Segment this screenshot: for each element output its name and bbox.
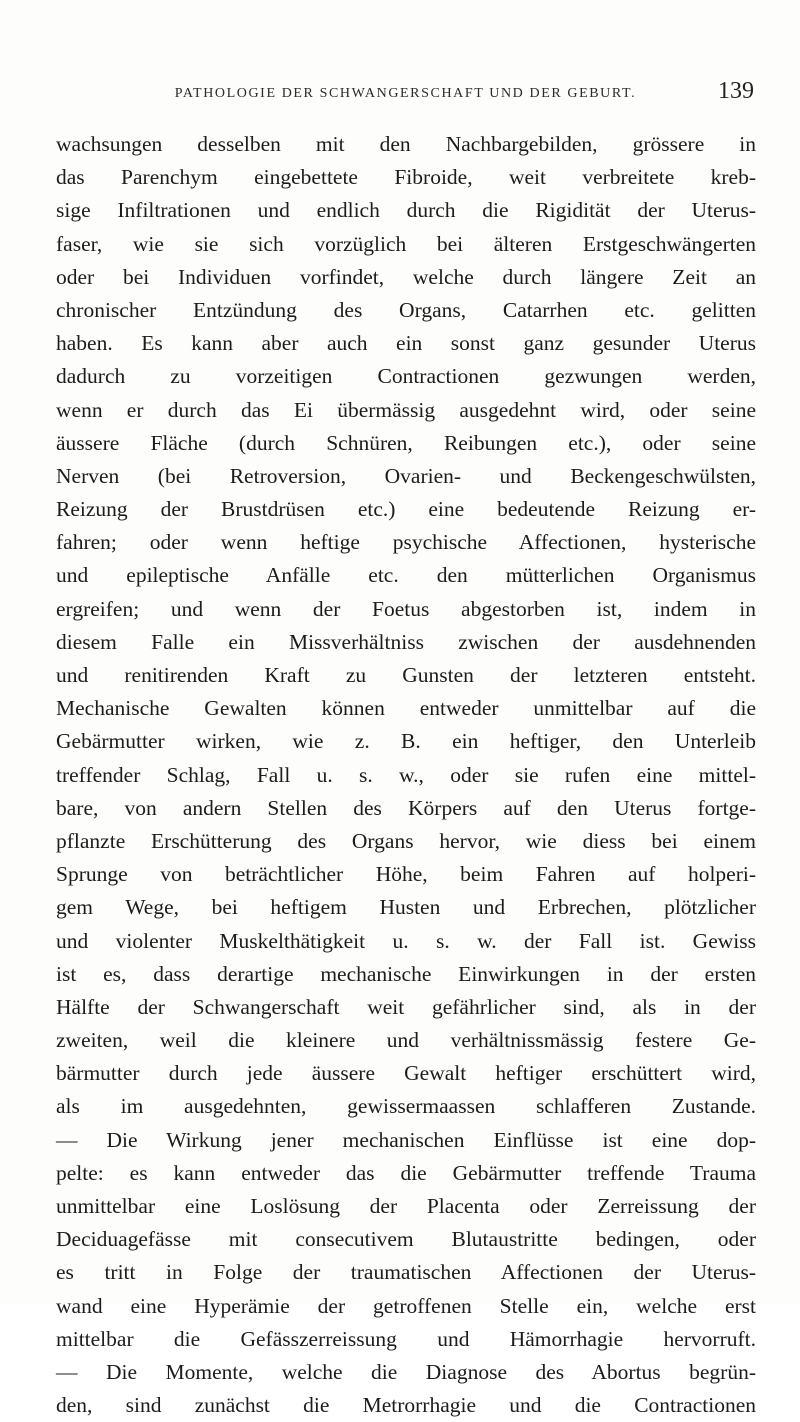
text-line: diesem Falle ein Missverhältniss zwischen der ausdehnenden — [56, 629, 756, 654]
text-line: mittelbar die Gefässzerreissung und Hämorrhagie hervorruft. — [56, 1326, 756, 1351]
text-line: bärmutter durch jede äussere Gewalt heftiger erschüttert wird, — [56, 1061, 756, 1086]
text-line: unmittelbar eine Loslösung der Placenta oder Zerreissung der — [56, 1194, 756, 1218]
text-line: pelte: es kann entweder das die Gebärmutter treffende Trauma — [56, 1160, 756, 1185]
text-line: den, sind zunächst die Metrorrhagie und die Contractionen — [56, 1393, 756, 1418]
text-line: dadurch zu vorzeitigen Contractionen gezwungen werden, — [56, 364, 756, 389]
text-line: faser, wie sie sich vorzüglich bei älteren Erstgeschwängerten — [56, 231, 756, 256]
running-head — [98, 78, 786, 108]
running-head-title: PATHOLOGIE DER SCHWANGERSCHAFT UND DER GEBURT. — [174, 86, 637, 101]
text-line: das Parenchym eingebettete Fibroide, weit verbreitete kreb- — [56, 165, 756, 190]
text-line: chronischer Entzündung des Organs, Catarrhen etc. gelitten — [56, 297, 756, 322]
text-line: es tritt in Folge der traumatischen Affectionen der Uterus- — [56, 1260, 756, 1285]
text-line: — Die Wirkung jener mechanischen Einflüsse ist eine dop- — [56, 1127, 756, 1152]
text-line: als im ausgedehnten, gewissermaassen schlafferen Zustande. — [56, 1094, 756, 1119]
text-line: Deciduagefässe mit consecutivem Blutaustritte bedingen, oder — [56, 1227, 756, 1252]
text-line: Sprunge von beträchtlicher Höhe, beim Fahren auf holperi- — [56, 862, 756, 887]
text-line: äussere Fläche (durch Schnüren, Reibungen etc.), oder seine — [56, 430, 756, 455]
text-line: Gebärmutter wirken, wie z. B. ein heftiger, den Unterleib — [56, 729, 756, 754]
text-line: oder bei Individuen vorfindet, welche durch längere Zeit an — [56, 264, 756, 289]
text-line: und renitirenden Kraft zu Gunsten der letzteren entsteht. — [56, 663, 756, 687]
text-line: wand eine Hyperämie der getroffenen Stelle ein, welche erst — [56, 1293, 756, 1318]
body-text — [56, 128, 756, 1422]
text-line: wenn er durch das Ei übermässig ausgedehnt wird, oder seine — [56, 397, 756, 422]
text-line: ergreifen; und wenn der Foetus abgestorben ist, indem in — [56, 596, 756, 621]
page-number: 139 — [718, 78, 754, 104]
text-line: zweiten, weil die kleinere und verhältnissmässig festere Ge- — [56, 1028, 756, 1053]
text-line: wachsungen desselben mit den Nachbargebilden, grössere in — [56, 132, 756, 156]
text-line: pflanzte Erschütterung des Organs hervor, wie diess bei einem — [56, 828, 756, 853]
text-line: treffender Schlag, Fall u. s. w., oder sie rufen eine mittel- — [56, 762, 756, 787]
text-line: — Die Momente, welche die Diagnose des Abortus begrün- — [56, 1359, 756, 1384]
text-line: haben. Es kann aber auch ein sonst ganz gesunder Uterus — [56, 331, 756, 356]
text-line: sige Infiltrationen und endlich durch die Rigidität der Uterus- — [56, 198, 756, 223]
text-line: und violenter Muskelthätigkeit u. s. w. der Fall ist. Gewiss — [56, 928, 756, 953]
text-line: fahren; oder wenn heftige psychische Affectionen, hysterische — [56, 530, 756, 555]
text-line: Hälfte der Schwangerschaft weit gefährlicher sind, als in der — [56, 994, 756, 1019]
text-line: Reizung der Brustdrüsen etc.) eine bedeutende Reizung er- — [56, 497, 756, 522]
text-line: ist es, dass derartige mechanische Einwirkungen in der ersten — [56, 961, 756, 986]
text-line: bare, von andern Stellen des Körpers auf den Uterus fortge- — [56, 795, 756, 820]
text-line: Mechanische Gewalten können entweder unmittelbar auf die — [56, 696, 756, 721]
text-line: und epileptische Anfälle etc. den mütterlichen Organismus — [56, 563, 756, 588]
text-line: gem Wege, bei heftigem Husten und Erbrechen, plötzlicher — [56, 895, 756, 920]
text-line: Nerven (bei Retroversion, Ovarien- und Beckengeschwülsten, — [56, 463, 756, 488]
